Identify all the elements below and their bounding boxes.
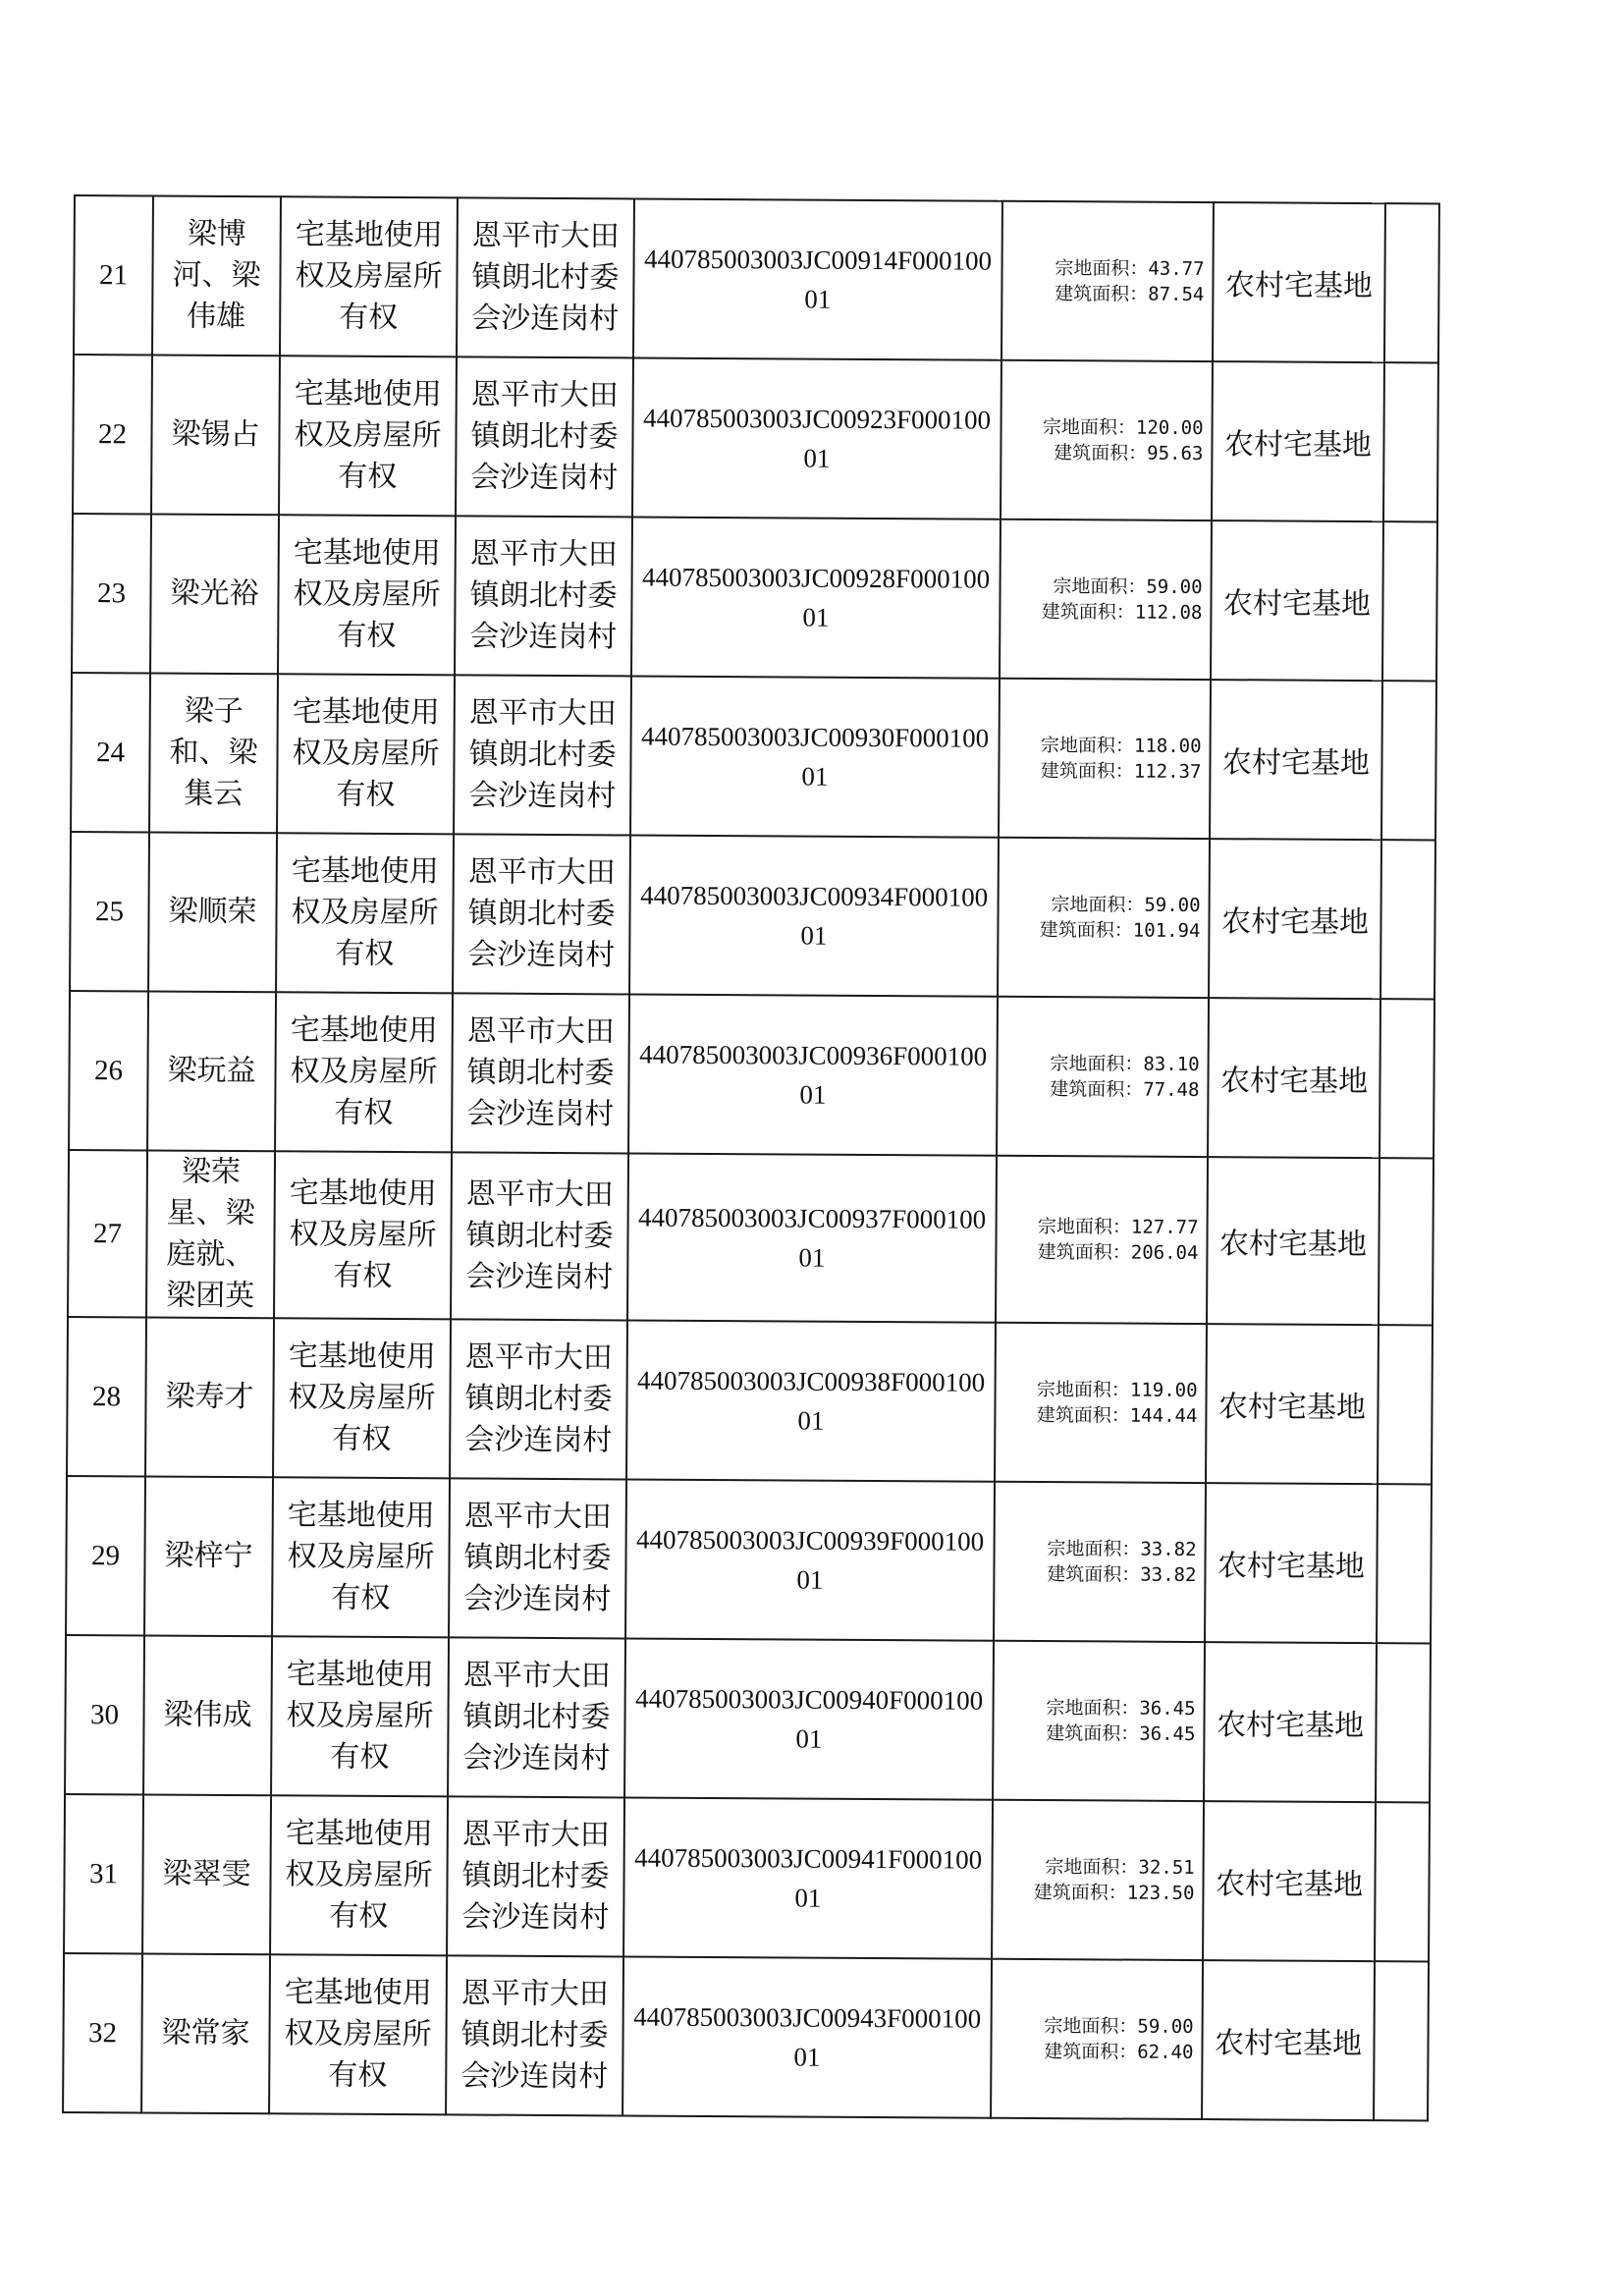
land-usage: 农村宅基地 bbox=[1213, 202, 1385, 362]
land-usage: 农村宅基地 bbox=[1204, 1642, 1377, 1802]
row-number: 25 bbox=[70, 832, 149, 991]
note-cell bbox=[1381, 681, 1436, 840]
register-table bbox=[62, 194, 1440, 2121]
table-row bbox=[72, 514, 1437, 681]
owner-name: 梁玩益 bbox=[147, 991, 276, 1151]
note-cell bbox=[1380, 999, 1434, 1158]
table-row bbox=[67, 1317, 1433, 1484]
table-row bbox=[74, 195, 1439, 362]
owner-name: 梁翠雯 bbox=[142, 1794, 271, 1954]
owner-name: 梁寿才 bbox=[145, 1317, 274, 1477]
right-type: 宅基地使用权及房屋所有权 bbox=[277, 674, 455, 834]
unit-code: 440785003003JC00914F00010001 bbox=[633, 198, 1002, 359]
unit-code: 440785003003JC00937F00010001 bbox=[627, 1153, 997, 1322]
row-number: 27 bbox=[68, 1150, 147, 1317]
note-cell bbox=[1384, 203, 1439, 362]
table-row bbox=[69, 991, 1434, 1158]
row-number: 29 bbox=[66, 1476, 145, 1635]
right-type: 宅基地使用权及房屋所有权 bbox=[269, 1954, 447, 2114]
owner-name: 梁子和、梁集云 bbox=[149, 673, 278, 833]
table-row bbox=[68, 1150, 1434, 1325]
property-location: 恩平市大田镇朗北村委会沙连岗村 bbox=[448, 1637, 625, 1797]
row-number: 24 bbox=[71, 673, 150, 832]
building-area: 建筑面积：112.37 bbox=[1040, 760, 1202, 784]
area-cell bbox=[997, 997, 1209, 1157]
unit-code: 440785003003JC00938F00010001 bbox=[626, 1320, 996, 1481]
building-area: 建筑面积：87.54 bbox=[1055, 283, 1205, 306]
land-usage: 农村宅基地 bbox=[1203, 1801, 1376, 1961]
land-area: 宗地面积：59.00 bbox=[1053, 575, 1203, 599]
property-location: 恩平市大田镇朗北村委会沙连岗村 bbox=[455, 516, 632, 676]
right-type: 宅基地使用权及房屋所有权 bbox=[275, 992, 453, 1152]
land-area: 宗地面积：118.00 bbox=[1040, 735, 1202, 758]
property-location: 恩平市大田镇朗北村委会沙连岗村 bbox=[446, 1955, 623, 2115]
right-type: 宅基地使用权及房屋所有权 bbox=[271, 1636, 449, 1796]
right-type: 宅基地使用权及房屋所有权 bbox=[280, 196, 458, 356]
land-area: 宗地面积：59.00 bbox=[1051, 894, 1201, 917]
land-usage: 农村宅基地 bbox=[1211, 520, 1383, 681]
area-cell bbox=[1001, 201, 1214, 361]
area-cell bbox=[993, 1641, 1205, 1801]
right-type: 宅基地使用权及房屋所有权 bbox=[279, 355, 457, 516]
row-number: 30 bbox=[65, 1635, 144, 1794]
table-row bbox=[70, 832, 1435, 999]
row-number: 23 bbox=[72, 514, 151, 673]
land-area: 宗地面积：119.00 bbox=[1036, 1379, 1198, 1402]
note-cell bbox=[1383, 362, 1438, 521]
note-cell bbox=[1377, 1484, 1432, 1643]
row-number: 21 bbox=[74, 195, 153, 355]
owner-name: 梁顺荣 bbox=[148, 832, 277, 992]
owner-name: 梁博河、梁伟雄 bbox=[152, 195, 281, 355]
area-cell bbox=[996, 1156, 1208, 1324]
property-location: 恩平市大田镇朗北村委会沙连岗村 bbox=[451, 1152, 628, 1320]
land-area: 宗地面积：32.51 bbox=[1045, 1856, 1195, 1880]
land-usage: 农村宅基地 bbox=[1212, 361, 1384, 521]
row-number: 31 bbox=[64, 1794, 143, 1953]
building-area: 建筑面积：33.82 bbox=[1047, 1563, 1197, 1587]
area-cell bbox=[991, 1959, 1203, 2119]
table-row bbox=[63, 1953, 1429, 2120]
land-usage: 农村宅基地 bbox=[1206, 1324, 1379, 1484]
note-cell bbox=[1379, 1158, 1434, 1325]
land-area: 宗地面积：36.45 bbox=[1046, 1697, 1196, 1721]
table-row bbox=[64, 1794, 1430, 1961]
land-usage: 农村宅基地 bbox=[1202, 1960, 1375, 2120]
land-usage: 农村宅基地 bbox=[1208, 998, 1380, 1158]
area-cell bbox=[998, 838, 1210, 998]
land-usage: 农村宅基地 bbox=[1209, 839, 1381, 999]
note-cell bbox=[1375, 1802, 1430, 1961]
building-area: 建筑面积：101.94 bbox=[1039, 919, 1201, 943]
area-cell bbox=[999, 679, 1211, 839]
property-location: 恩平市大田镇朗北村委会沙连岗村 bbox=[457, 197, 634, 357]
land-usage: 农村宅基地 bbox=[1210, 680, 1382, 840]
property-location: 恩平市大田镇朗北村委会沙连岗村 bbox=[456, 356, 633, 517]
building-area: 建筑面积：144.44 bbox=[1036, 1404, 1198, 1428]
register-table-body bbox=[63, 195, 1439, 2120]
table-row bbox=[65, 1635, 1431, 1802]
land-area: 宗地面积：127.77 bbox=[1037, 1216, 1199, 1239]
owner-name: 梁荣星、梁庭就、梁团英 bbox=[146, 1150, 275, 1318]
area-cell bbox=[1001, 360, 1213, 520]
table-row bbox=[71, 673, 1436, 840]
owner-name: 梁光裕 bbox=[150, 514, 279, 674]
area-cell bbox=[994, 1482, 1206, 1642]
note-cell bbox=[1382, 521, 1437, 681]
right-type: 宅基地使用权及房屋所有权 bbox=[273, 1318, 451, 1478]
building-area: 建筑面积：112.08 bbox=[1041, 601, 1203, 625]
table-row bbox=[66, 1476, 1432, 1643]
unit-code: 440785003003JC00940F00010001 bbox=[624, 1638, 994, 1799]
unit-code: 440785003003JC00936F00010001 bbox=[628, 994, 998, 1155]
building-area: 建筑面积：123.50 bbox=[1033, 1882, 1195, 1905]
note-cell bbox=[1380, 840, 1435, 999]
property-location: 恩平市大田镇朗北村委会沙连岗村 bbox=[450, 1319, 627, 1479]
unit-code: 440785003003JC00934F00010001 bbox=[629, 835, 999, 996]
property-location: 恩平市大田镇朗北村委会沙连岗村 bbox=[454, 675, 631, 835]
property-location: 恩平市大田镇朗北村委会沙连岗村 bbox=[453, 834, 630, 994]
right-type: 宅基地使用权及房屋所有权 bbox=[270, 1795, 448, 1955]
building-area: 建筑面积：95.63 bbox=[1054, 442, 1204, 465]
right-type: 宅基地使用权及房屋所有权 bbox=[272, 1477, 450, 1637]
land-area: 宗地面积：33.82 bbox=[1047, 1538, 1197, 1561]
unit-code: 440785003003JC00923F00010001 bbox=[632, 357, 1001, 519]
row-number: 32 bbox=[63, 1953, 142, 2112]
land-area: 宗地面积：59.00 bbox=[1044, 2015, 1194, 2039]
building-area: 建筑面积：77.48 bbox=[1050, 1078, 1200, 1102]
building-area: 建筑面积：206.04 bbox=[1037, 1241, 1199, 1265]
area-cell bbox=[995, 1323, 1207, 1483]
right-type: 宅基地使用权及房屋所有权 bbox=[276, 833, 454, 993]
building-area: 建筑面积：36.45 bbox=[1046, 1722, 1196, 1746]
right-type: 宅基地使用权及房屋所有权 bbox=[278, 515, 456, 675]
owner-name: 梁常家 bbox=[141, 1953, 270, 2113]
row-number: 22 bbox=[73, 355, 152, 514]
unit-code: 440785003003JC00928F00010001 bbox=[631, 517, 1001, 678]
owner-name: 梁梓宁 bbox=[144, 1476, 273, 1636]
unit-code: 440785003003JC00941F00010001 bbox=[623, 1797, 993, 1958]
property-location: 恩平市大田镇朗北村委会沙连岗村 bbox=[447, 1796, 624, 1956]
property-location: 恩平市大田镇朗北村委会沙连岗村 bbox=[452, 993, 629, 1153]
unit-code: 440785003003JC00939F00010001 bbox=[625, 1479, 995, 1640]
land-area: 宗地面积：120.00 bbox=[1042, 416, 1204, 440]
area-cell bbox=[1000, 519, 1212, 680]
land-usage: 农村宅基地 bbox=[1205, 1483, 1378, 1643]
property-location: 恩平市大田镇朗北村委会沙连岗村 bbox=[449, 1478, 626, 1638]
right-type: 宅基地使用权及房屋所有权 bbox=[274, 1151, 452, 1319]
note-cell bbox=[1376, 1643, 1431, 1802]
table-row bbox=[73, 355, 1438, 521]
owner-name: 梁伟成 bbox=[143, 1635, 272, 1795]
row-number: 28 bbox=[67, 1317, 146, 1476]
building-area: 建筑面积：62.40 bbox=[1044, 2041, 1194, 2064]
land-area: 宗地面积：83.10 bbox=[1050, 1053, 1200, 1076]
unit-code: 440785003003JC00930F00010001 bbox=[630, 676, 1000, 837]
row-number: 26 bbox=[69, 991, 148, 1150]
area-cell bbox=[992, 1800, 1204, 1960]
land-usage: 农村宅基地 bbox=[1207, 1157, 1380, 1325]
unit-code: 440785003003JC00943F00010001 bbox=[622, 1956, 992, 2117]
land-area: 宗地面积：43.77 bbox=[1055, 257, 1205, 281]
note-cell bbox=[1374, 1961, 1429, 2120]
note-cell bbox=[1378, 1325, 1433, 1484]
owner-name: 梁锡占 bbox=[151, 355, 280, 515]
